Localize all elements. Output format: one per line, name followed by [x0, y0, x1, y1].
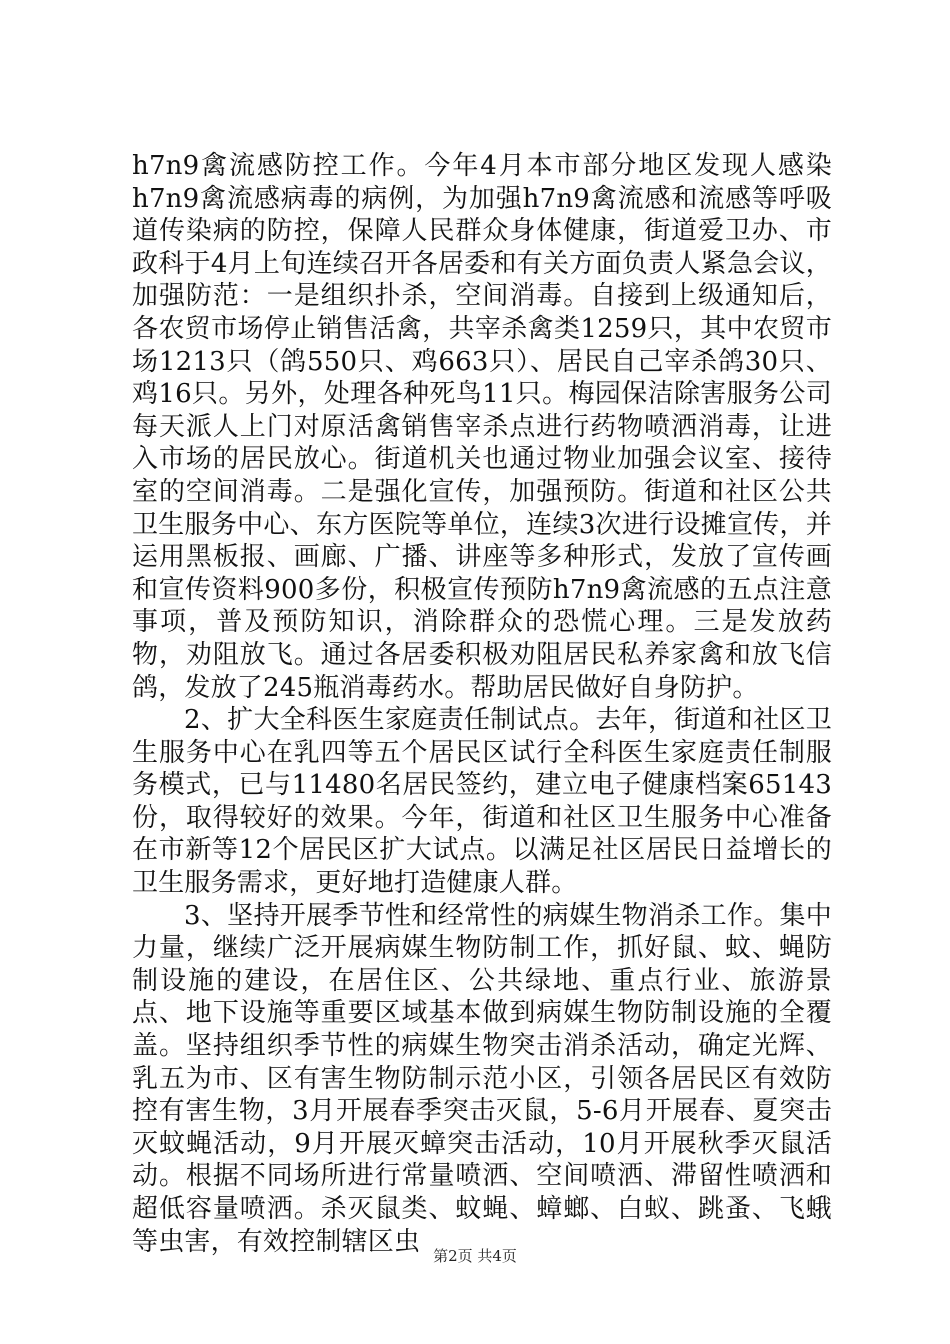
paragraph-flu-prevention: h7n9禽流感防控工作。今年4月本市部分地区发现人感染h7n9禽流感病毒的病例，为加强h7n9禽流感和流感等呼吸道传染病的防控，保障人民群众身体健康，街道爱卫办、市政科于4月上旬连续召开各居委和有关方面负责人紧急会议，加强防范：一是组织扑杀，空间消毒。自接到上级通知后，各农贸市场停止销售活禽，共宰杀禽类1259只，其中农贸市场1213只（鸽550只、鸡663只）、居民自己宰杀鸽30只、鸡16只。另外，处理各种死鸟11只。梅园保洁除害服务公司每天派人上门对原活禽销售宰杀点进行药物喷洒消毒，让进入市场的居民放心。街道机关也通过物业加强会议室、接待室的空间消毒。二是强化宣传，加强预防。街道和社区公共卫生服务中心、东方医院等单位，连续3次进行设摊宣传，并运用黑板报、画廊、广播、讲座等多种形式，发放了宣传画和宣传资料900多份，积极宣传预防h7n9禽流感的五点注意事项，普及预防知识，消除群众的恐慌心理。三是发放药物，劝阻放飞。通过各居委积极劝阻居民私养家禽和放飞信鸽，发放了245瓶消毒药水。帮助居民做好自身防护。 — [132, 151, 832, 703]
paragraph-family-doctor: 2、扩大全科医生家庭责任制试点。去年，街道和社区卫生服务中心在乳四等五个居民区试行全科医生家庭责任制服务模式，已与11480名居民签约，建立电子健康档案65143份，取得较好的效果。今年，街道和社区卫生服务中心准备在市新等12个居民区扩大试点。以满足社区居民日益增长的卫生服务需求，更好地打造健康人群。 — [132, 705, 832, 899]
paragraph-vector-control: 3、坚持开展季节性和经常性的病媒生物消杀工作。集中力量，继续广泛开展病媒生物防制工作，抓好鼠、蚊、蝇防制设施的建设，在居住区、公共绿地、重点行业、旅游景点、地下设施等重要区域基本做到病媒生物防制设施的全覆盖。坚持组织季节性的病媒生物突击消杀活动，确定光辉、乳五为市、区有害生物防制示范小区，引领各居民区有效防控有害生物，3月开展春季突击灭鼠，5-6月开展春、夏突击灭蚊蝇活动，9月开展灭蟑突击活动，10月开展秋季灭鼠活动。根据不同场所进行常量喷洒、空间喷洒、滞留性喷洒和超低容量喷洒。杀灭鼠类、蚊蝇、蟑螂、白蚁、跳蚤、飞蛾等虫害，有效控制辖区虫 — [132, 900, 832, 1257]
document-body — [132, 150, 832, 1258]
page-number-footer: 第2页 共4页 — [433, 1247, 517, 1265]
